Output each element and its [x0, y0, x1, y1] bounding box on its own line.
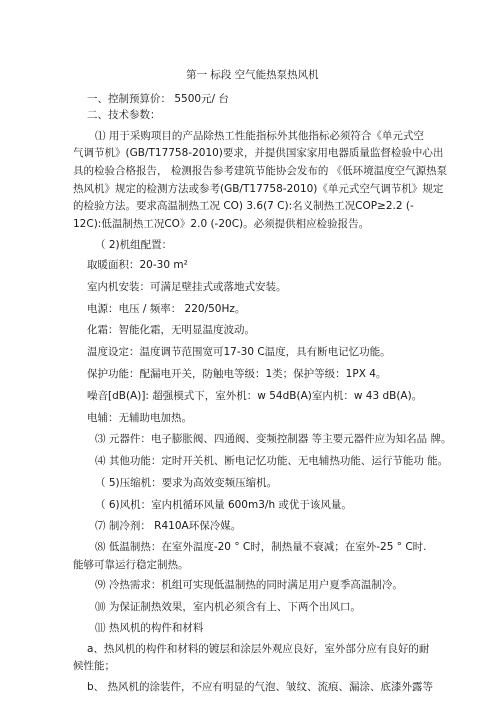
numbered-item: ⑾ 热风机的构件和材料: [95, 622, 204, 634]
numbered-item: ⑻ 低温制热：在室外温度-20 ° C时，制热量不衰减；在室外-25 ° C时.: [95, 541, 427, 553]
spec-line: 取暖面积：20-30 m²: [87, 259, 188, 271]
document-title: 第一 标段 空气能热泵热风机: [186, 69, 319, 81]
spec-line: 室内机安装：可满足壁挂式或落地式安装。: [87, 281, 287, 293]
numbered-item: ⑶ 元器件：电子膨胀阀、四通阀、变频控制器 等主要元器件应为知名品 牌。: [95, 433, 452, 445]
paragraph-line: a、热风机的构件和材料的镀层和涂层外观应良好，室外部分应有良好的耐: [87, 643, 430, 655]
spec-line: 电源：电压 / 频率： 220/50Hz。: [87, 303, 246, 315]
paragraph-line: 热风机》规定的检测方法或参考(GB/T17758-2010)《单元式空气调节机》规定: [73, 183, 444, 195]
paragraph-line: 候性能；: [73, 660, 115, 672]
paragraph-line: 能够可靠运行稳定制热。: [73, 559, 189, 571]
numbered-item: ⑷ 其他功能：定时开关机、断电记忆功能、无电辅热功能、运行节能功 能。: [95, 455, 449, 467]
paragraph-line: 的检验方法。要求高温制热工况 CO) 3.6(7 C):名义制热工况COP≥2.2 (-: [73, 200, 414, 212]
paragraph-line: 具的检验合格报告， 检测报告参考建筑节能协会发布的 《低环境温度空气源热泵: [73, 165, 448, 177]
paragraph-line: ⑴ 用于采购项目的产品除热工性能指标外其他指标必须符合《单元式空: [95, 130, 424, 142]
spec-line: 电辅：无辅助电加热。: [87, 412, 192, 424]
paragraph-line: 12C):低温制热工况CO》2.0 (-20C)。必须提供相应检验报告。: [73, 218, 370, 230]
numbered-item: （ 5)压缩机：要求为高效变频压缩机。: [95, 477, 278, 489]
numbered-item: ⑺ 制冷剂： R410A环保冷媒。: [95, 520, 242, 532]
spec-line: 温度设定：温度调节范围宽可17-30 C温度，具有断电记忆功能。: [87, 346, 391, 358]
numbered-item: ⑼ 冷热需求：机组可实现低温制热的同时满足用户夏季高温制冷。: [95, 579, 403, 591]
spec-line: 化霜：智能化霜，无明显温度波动。: [87, 324, 255, 336]
numbered-item: ⑽ 为保证制热效果，室内机必须含有上、下两个出风口。: [95, 601, 361, 613]
paragraph-line: 气调节机》(GB/T17758-2010)要求，并提供国家家用电器质量监督检验中心出: [73, 147, 444, 159]
section-heading: 二、技术参数：: [87, 109, 161, 121]
paragraph-line: b、 热风机的涂装件，不应有明显的气泡、皱纹、流痕、漏涂、底漆外露等: [87, 681, 434, 693]
subsection-heading: （ 2)机组配置：: [95, 239, 173, 251]
budget-line: 一、控制预算价： 5500元/ 台: [87, 93, 229, 105]
spec-line: 保护功能：配漏电开关，防触电等级：1类；保护等级：1PX 4。: [87, 368, 387, 380]
numbered-item: （ 6)风机：室内机循环风量 600m3/h 或优于该风量。: [95, 499, 352, 511]
spec-line: 噪音[dB(A)]: 超强模式下，室外机：w 54dB(A)室内机：w 43 dB(A)。: [87, 390, 423, 402]
